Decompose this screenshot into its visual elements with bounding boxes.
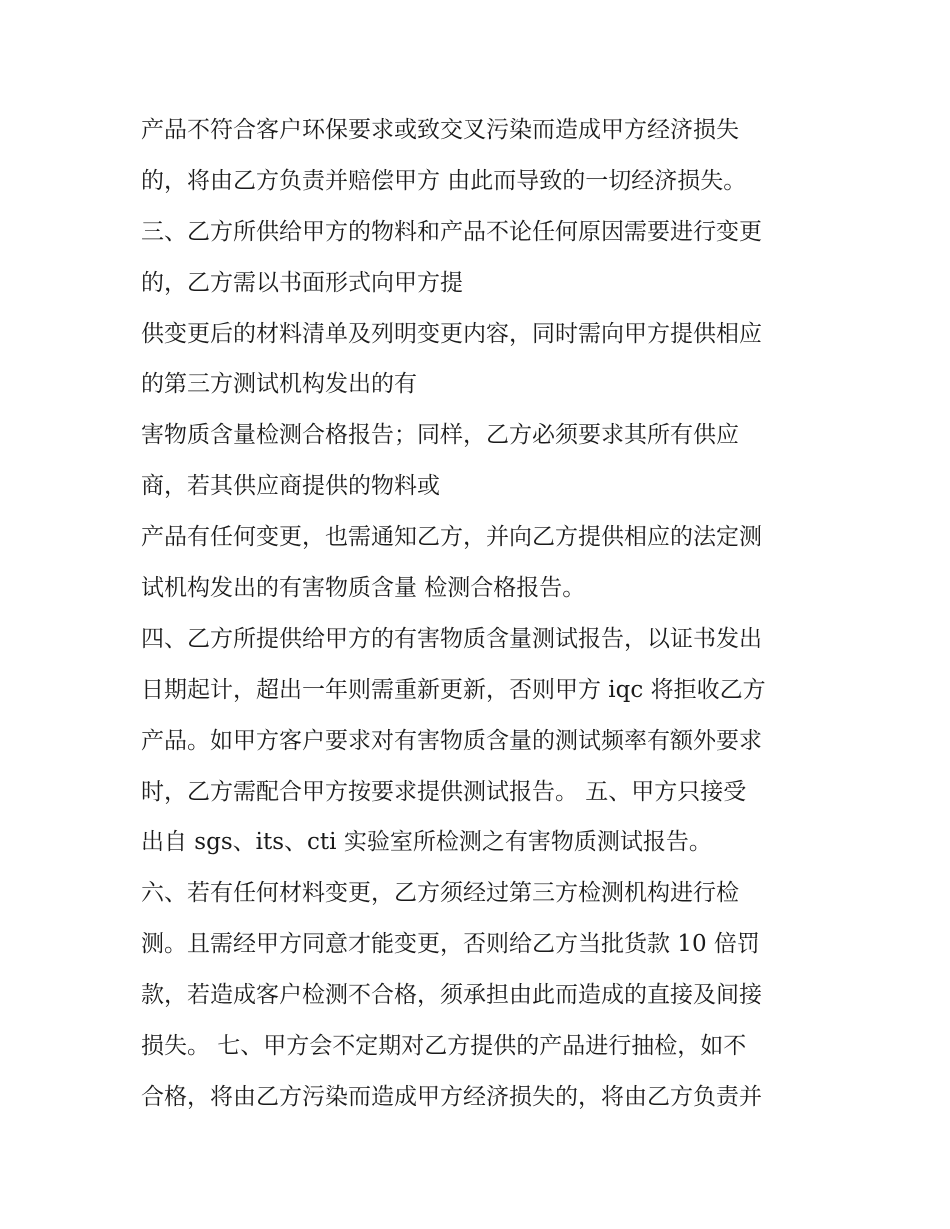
document-body: [141, 105, 831, 1123]
text-line: 害物质含量检测合格报告；同样，乙方必须要求其所有供应: [141, 422, 739, 449]
text-line: 产品。如甲方客户要求对有害物质含量的测试频率有额外要求: [141, 727, 762, 754]
text-line: 供变更后的材料清单及列明变更内容，同时需向甲方提供相应: [141, 320, 762, 347]
text-line: 的，乙方需以书面形式向甲方提: [141, 269, 463, 296]
text-line: 时，乙方需配合甲方按要求提供测试报告。 五、甲方只接受: [141, 778, 747, 805]
text-line: 测。且需经甲方同意才能变更，否则给乙方当批货款 10 倍罚: [141, 931, 760, 958]
text-line: 产品有任何变更，也需通知乙方，并向乙方提供相应的法定测: [141, 524, 762, 551]
text-line: 六、若有任何材料变更，乙方须经过第三方检测机构进行检: [141, 880, 739, 907]
text-line: 产品不符合客户环保要求或致交叉污染而造成甲方经济损失: [141, 117, 739, 143]
text-line: 四、乙方所提供给甲方的有害物质含量测试报告，以证书发出: [141, 625, 762, 652]
text-line: 商，若其供应商提供的物料或: [141, 473, 440, 500]
text-line: 合格，将由乙方污染而造成甲方经济损失的，将由乙方负责并: [141, 1083, 762, 1110]
text-line: 的第三方测试机构发出的有: [141, 371, 417, 398]
text-line: 损失。 七、甲方会不定期对乙方提供的产品进行抽检，如不: [141, 1033, 747, 1060]
text-line: 三、乙方所供给甲方的物料和产品不论任何原因需要进行变更: [141, 218, 762, 245]
text-line: 试机构发出的有害物质含量 检测合格报告。: [141, 575, 586, 602]
text-line: 的，将由乙方负责并赔偿甲方 由此而导致的一切经济损失。: [141, 167, 747, 194]
text-line: 日期起计，超出一年则需重新更新，否则甲方 iqc 将拒收乙方: [141, 676, 766, 703]
text-line: 款，若造成客户检测不合格，须承担由此而造成的直接及间接: [141, 982, 762, 1009]
text-line: 出自 sgs、its、cti 实验室所检测之有害物质测试报告。: [141, 829, 712, 856]
